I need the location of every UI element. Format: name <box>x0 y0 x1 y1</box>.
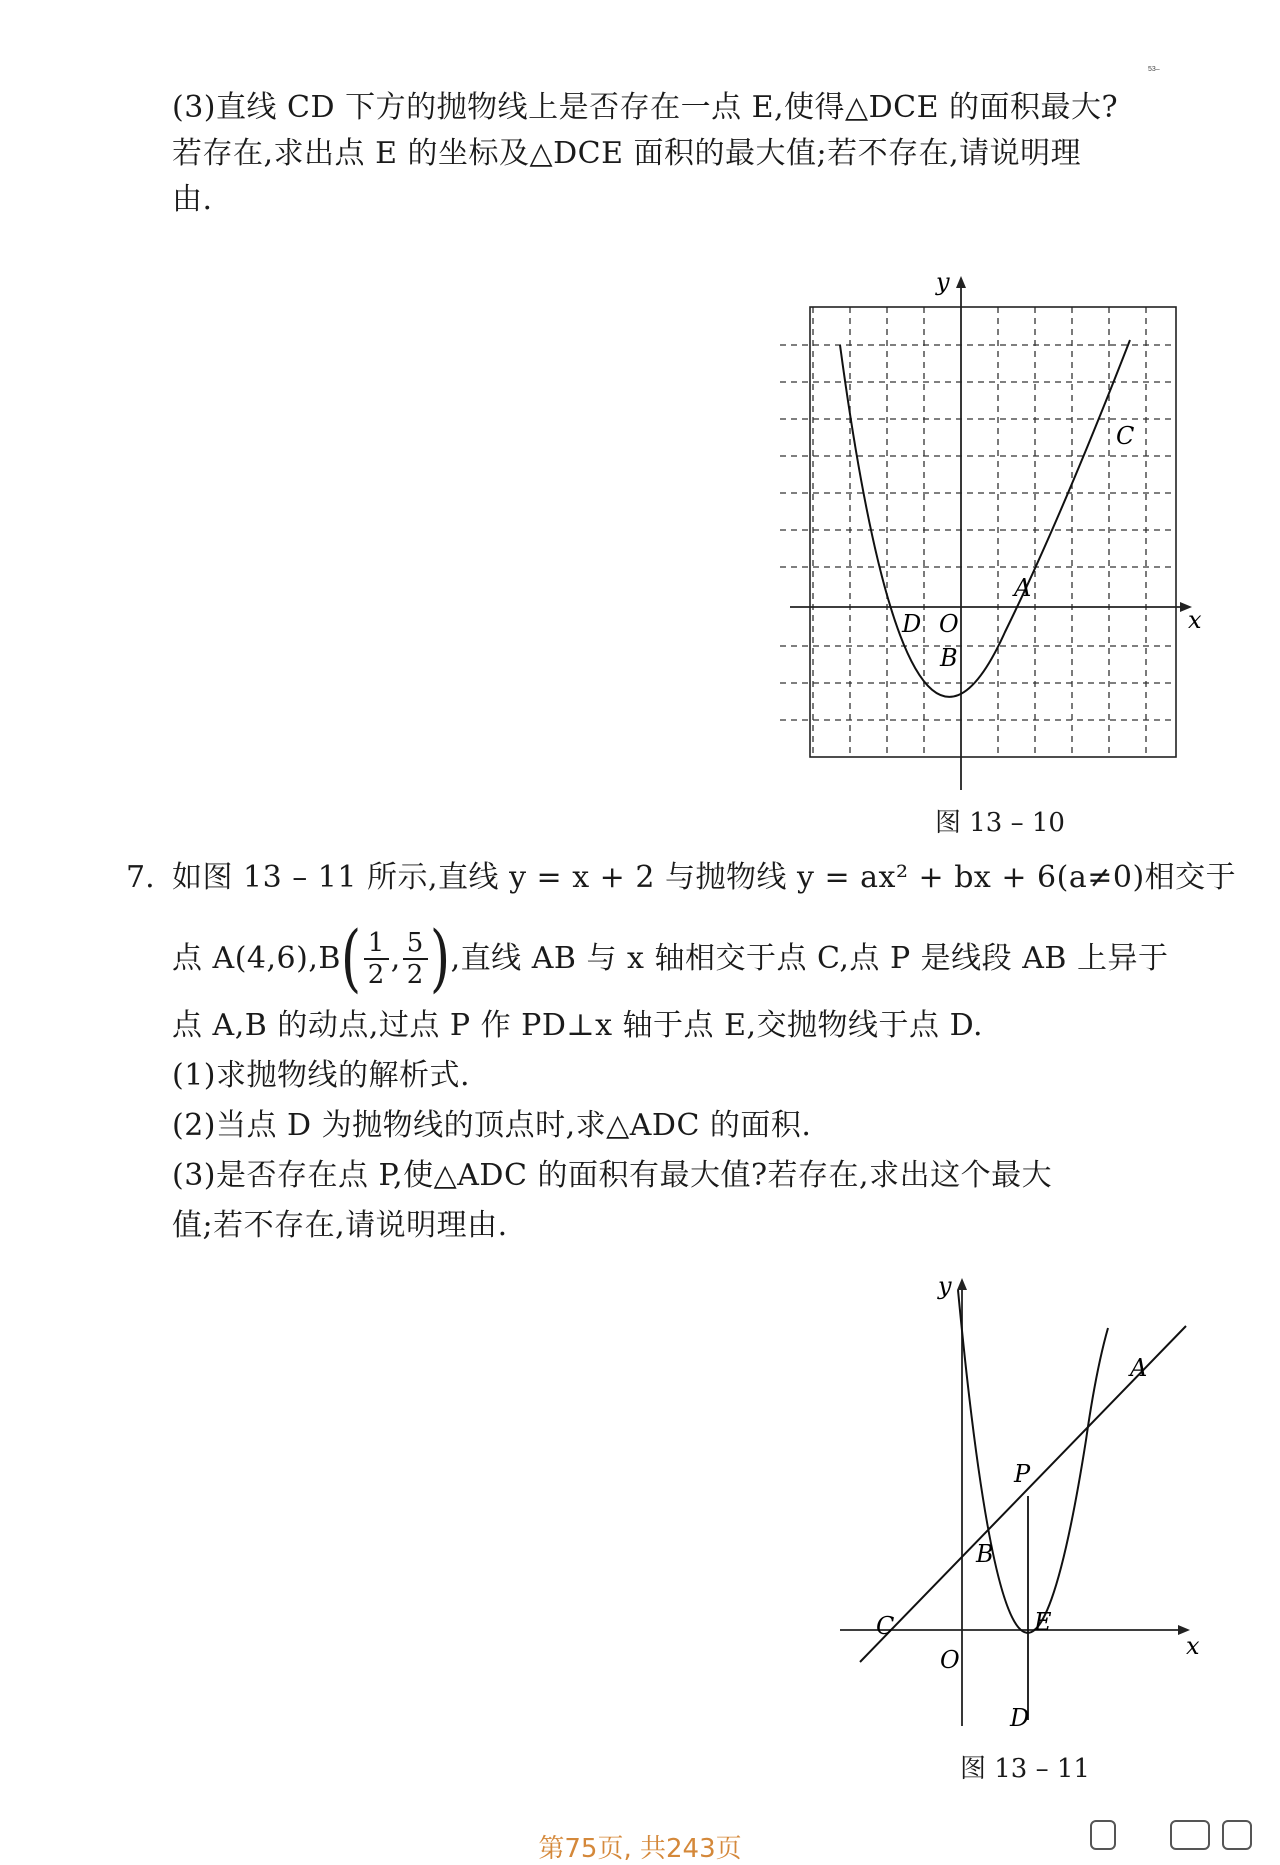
label-a: A <box>1014 574 1032 602</box>
q7-line2: 点 A(4,6),B ( $\frac{1}{2}$ , $\frac{5}{2}$ ) ,直线 AB 与 x 轴相交于点 C,点 P 是线段 AB 上异于 <box>172 917 1169 1001</box>
fraction-by <box>403 928 428 990</box>
prev-page-button[interactable] <box>1090 1820 1116 1850</box>
figure-13-11 <box>830 1270 1220 1740</box>
fraction-bx-den: 2 <box>367 960 385 990</box>
parabola <box>958 1290 1108 1633</box>
q7-part3-line1: (3)是否存在点 P,使△ADC 的面积有最大值?若存在,求出这个最大 <box>172 1158 1053 1193</box>
figure-13-10 <box>780 270 1210 810</box>
fraction-bx <box>364 928 389 990</box>
label-d: D <box>1010 1704 1030 1732</box>
label-o: O <box>940 1646 960 1674</box>
next-page-button[interactable] <box>1170 1820 1210 1850</box>
label-x: x <box>1186 1632 1200 1660</box>
q7-line2-suffix: ,直线 AB 与 x 轴相交于点 C,点 P 是线段 AB 上异于 <box>450 941 1169 976</box>
label-p: P <box>1014 1460 1031 1488</box>
label-d: D <box>902 610 922 638</box>
paren-right: ) <box>429 917 451 1001</box>
fraction-bx-num: 1 <box>364 928 389 960</box>
y-axis-arrow <box>957 1278 967 1290</box>
label-b: B <box>940 644 958 672</box>
label-a: A <box>1130 1354 1148 1382</box>
label-y: y <box>936 270 950 296</box>
label-y: y <box>938 1272 952 1300</box>
label-b: B <box>976 1540 994 1568</box>
q7-line3: 点 A,B 的动点,过点 P 作 PD⊥x 轴于点 E,交抛物线于点 D. <box>172 1008 984 1043</box>
fraction-by-den: 2 <box>406 960 424 990</box>
y-axis-arrow <box>956 276 966 288</box>
figure-13-10-caption: 图 13 – 10 <box>935 808 1065 838</box>
paren-left: ( <box>340 917 362 1001</box>
figure-13-11-caption: 图 13 – 11 <box>960 1754 1090 1784</box>
q7-line2-prefix: 点 A(4,6),B <box>172 941 341 976</box>
fraction-by-num: 5 <box>403 928 428 960</box>
label-o: O <box>939 610 959 638</box>
viewer-toolbar[interactable] <box>1090 1820 1260 1854</box>
label-x: x <box>1188 606 1202 634</box>
page-header-mark: 53– <box>1148 66 1160 73</box>
page-counter: 第75页, 共243页 <box>538 1834 742 1864</box>
menu-button[interactable] <box>1222 1820 1252 1850</box>
q6-part3-line1: (3)直线 CD 下方的抛物线上是否存在一点 E,使得△DCE 的面积最大? <box>172 90 1119 125</box>
label-c: C <box>876 1612 895 1640</box>
q6-part3-line2: 若存在,求出点 E 的坐标及△DCE 面积的最大值;若不存在,请说明理 <box>172 136 1082 171</box>
q7-part2: (2)当点 D 为抛物线的顶点时,求△ADC 的面积. <box>172 1108 812 1143</box>
q7-line1: 如图 13 – 11 所示,直线 y = x + 2 与抛物线 y = ax² + bx + 6(a≠0)相交于 <box>172 860 1237 895</box>
grid-border <box>810 307 1176 757</box>
label-c: C <box>1116 422 1135 450</box>
grid-dashed <box>780 307 1172 757</box>
q6-part3-line3: 由. <box>172 182 213 217</box>
q7-part1: (1)求抛物线的解析式. <box>172 1058 471 1093</box>
q7-part3-line2: 值;若不存在,请说明理由. <box>172 1208 508 1243</box>
parabola <box>840 340 1130 697</box>
label-e: E <box>1034 1608 1052 1636</box>
q7-number: 7. <box>126 860 155 895</box>
